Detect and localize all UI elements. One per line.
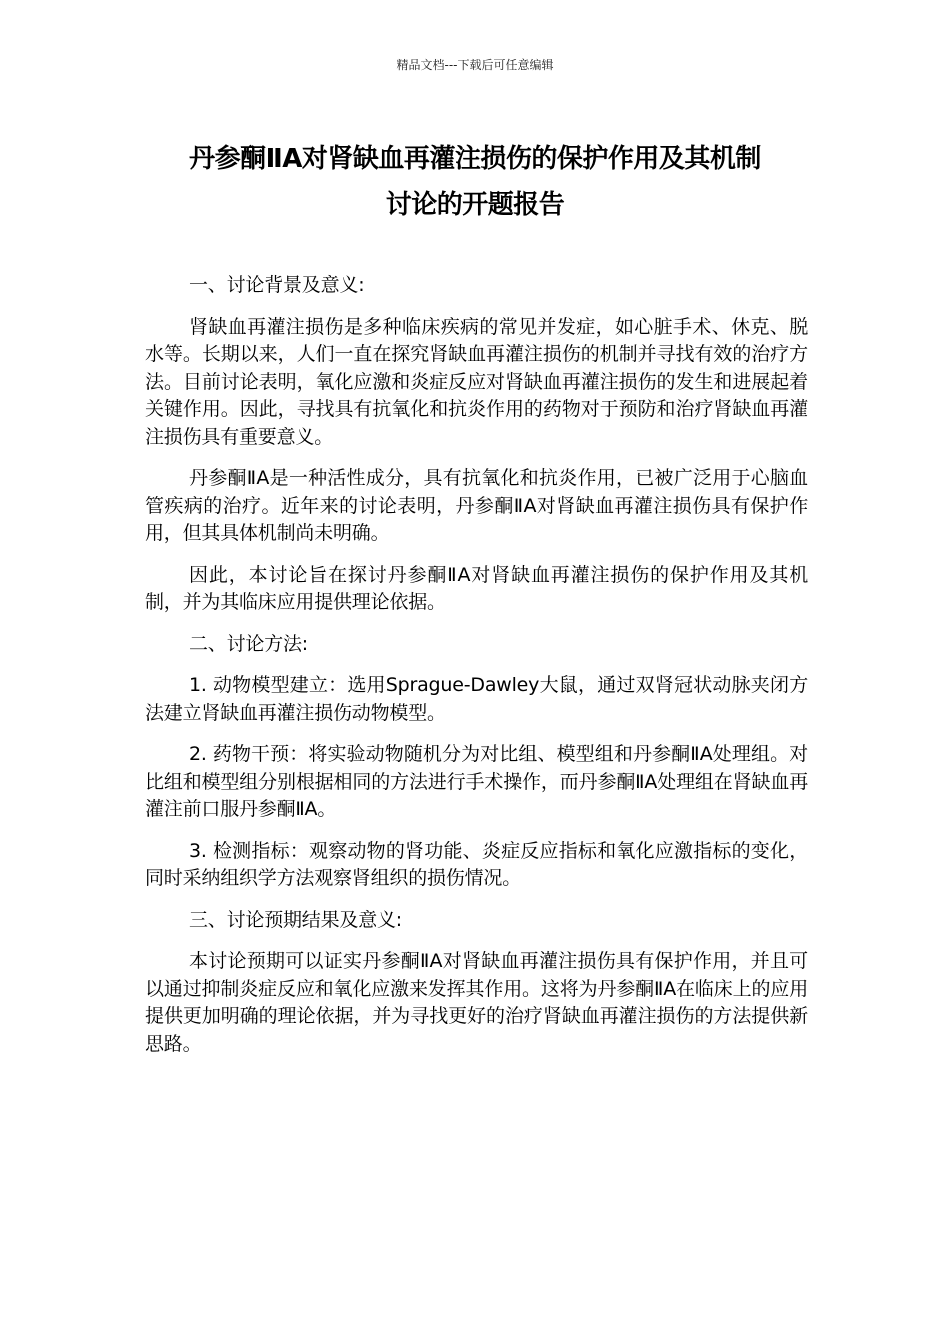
section-heading-methods: 二、讨论方法:	[189, 632, 309, 655]
document-body	[145, 272, 808, 1072]
method-item-3: 3. 检测指标：观察动物的肾功能、炎症反应指标和氧化应激指标的变化，同时采纳组织学方法观察肾组织的损伤情况。	[145, 839, 808, 889]
title-line-1: 丹参酮ⅡA对肾缺血再灌注损伤的保护作用及其机制	[189, 144, 761, 174]
document-title	[120, 136, 830, 228]
page-header: 精品文档---下载后可任意编辑	[396, 58, 554, 72]
method-item-2: 2. 药物干预：将实验动物随机分为对比组、模型组和丹参酮ⅡA处理组。对比组和模型组分别根据相同的方法进行手术操作，而丹参酮ⅡA处理组在肾缺血再灌注前口服丹参酮ⅡA。	[145, 743, 808, 820]
method-item-1: 1. 动物模型建立：选用Sprague-Dawley大鼠，通过双肾冠状动脉夹闭方法建立肾缺血再灌注损伤动物模型。	[145, 674, 808, 724]
paragraph: 因此，本讨论旨在探讨丹参酮ⅡA对肾缺血再灌注损伤的保护作用及其机制，并为其临床应用提供理论依据。	[145, 563, 808, 613]
paragraph: 丹参酮ⅡA是一种活性成分，具有抗氧化和抗炎作用，已被广泛用于心脑血管疾病的治疗。近年来的讨论表明，丹参酮ⅡA对肾缺血再灌注损伤具有保护作用，但其具体机制尚未明确。	[145, 467, 808, 544]
section-heading-background: 一、讨论背景及意义:	[189, 274, 365, 296]
section-heading-results: 三、讨论预期结果及意义:	[189, 908, 403, 931]
title-line-2: 讨论的开题报告	[385, 190, 565, 220]
paragraph: 肾缺血再灌注损伤是多种临床疾病的常见并发症，如心脏手术、休克、脱水等。长期以来，人们一直在探究肾缺血再灌注损伤的机制并寻找有效的治疗方法。目前讨论表明，氧化应激和炎症反应对肾缺血再灌注损伤的发生和进展起着关键作用。因此，寻找具有抗氧化和抗炎作用的药物对于预防和治疗肾缺血再灌注损伤具有重要意义。	[145, 315, 808, 448]
paragraph: 本讨论预期可以证实丹参酮ⅡA对肾缺血再灌注损伤具有保护作用，并且可以通过抑制炎症反应和氧化应激来发挥其作用。这将为丹参酮ⅡA在临床上的应用提供更加明确的理论依据，并为寻找更好的治疗肾缺血再灌注损伤的方法提供新思路。	[145, 950, 808, 1055]
